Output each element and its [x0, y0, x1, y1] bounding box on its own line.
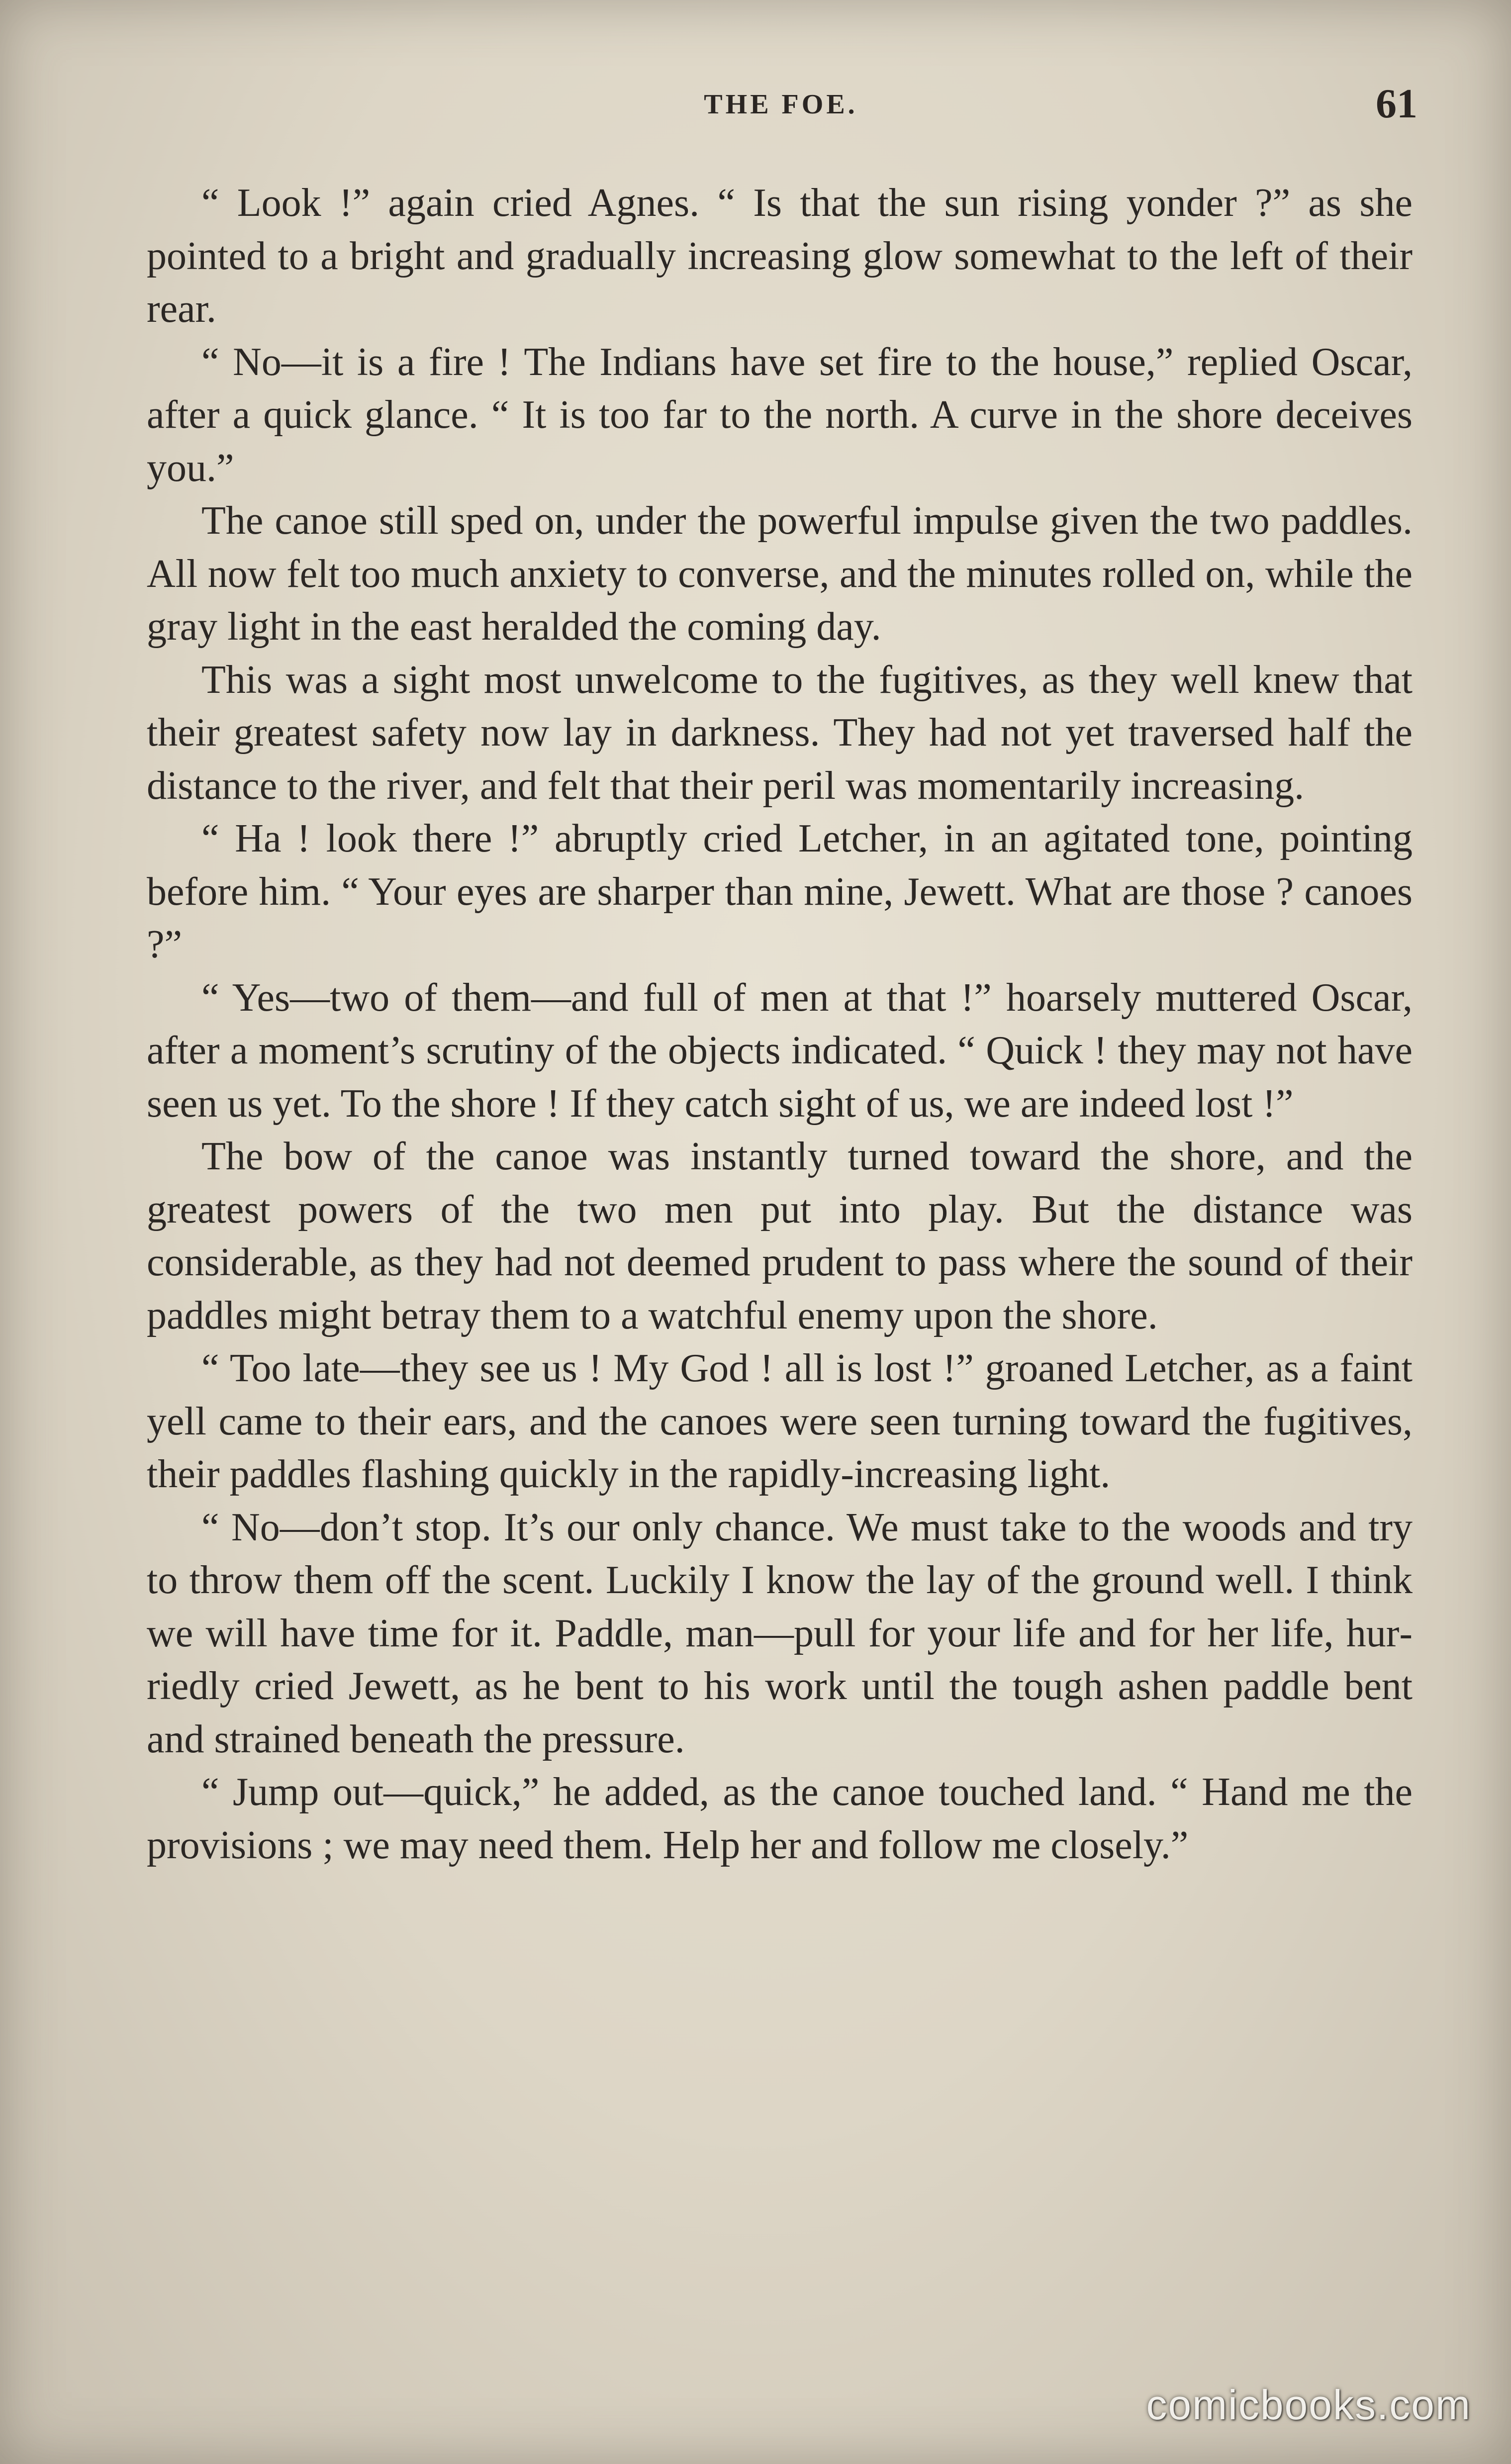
page-number: 61 — [1376, 81, 1417, 127]
paragraph: “ Yes—two of them—and full of men at that !” hoarsely muttered Oscar, after a moment’s scrutiny of the objects indicated. “ Quick ! they may not have seen us yet. To the shore ! If they catch sight of us, we are indeed lost !” — [147, 975, 1413, 1126]
paragraph: “ Look !” again cried Agnes. “ Is that the sun rising yonder ?” as she pointed to a bright and gradually increasing glow somewhat to the left of their rear. — [147, 181, 1413, 331]
paragraph: “ Jump out—quick,” he added, as the canoe touched land. “ Hand me the provisions ; we may need them. Help her and follow me closely.” — [147, 1770, 1413, 1867]
body-text — [147, 177, 1413, 1872]
running-head — [144, 80, 1417, 134]
paragraph: “ No—don’t stop. It’s our only chance. We must take to the woods and try to throw them off the scent. Luckily I know the lay of the ground well. I think we will have time for it. Paddle, man—pull for your life and for her life, hurriedly cried Jewett, as he bent to his work until the tough ashen paddle bent and strained beneath the pressure. — [147, 1505, 1413, 1761]
paragraph: The canoe still sped on, under the powerful impulse given the two paddles. All now felt too much anxiety to converse, and the minutes rolled on, while the gray light in the east heralded the coming day. — [147, 499, 1413, 649]
running-title: THE FOE. — [704, 89, 858, 120]
paragraph: “ Ha ! look there !” abruptly cried Letcher, in an agitated tone, pointing before him. “ Your eyes are sharper than mine, Jewett. What are those ? canoes ?” — [147, 817, 1413, 966]
paragraph: “ No—it is a fire ! The Indians have set fire to the house,” replied Oscar, after a quick glance. “ It is too far to the north. A curve in the shore deceives you.” — [147, 340, 1413, 490]
paragraph: This was a sight most unwelcome to the fugitives, as they well knew that their greatest safety now lay in darkness. They had not yet traversed half the distance to the river, and felt that their peril was momentarily increasing. — [147, 658, 1413, 808]
paragraph: “ Too late—they see us ! My God ! all is lost !” groaned Letcher, as a faint yell came to their ears, and the canoes were seen turning toward the fugitives, their paddles flashing quickly in the rapidly-increasing light. — [147, 1346, 1413, 1496]
watermark: comicbooks.com — [1146, 2381, 1471, 2428]
paragraph: The bow of the canoe was instantly turned toward the shore, and the greatest powers of the two men put into play. But the distance was considerable, as they had not deemed prudent to pass where the sound of their paddles might betray them to a watchful enemy upon the shore. — [147, 1135, 1413, 1337]
